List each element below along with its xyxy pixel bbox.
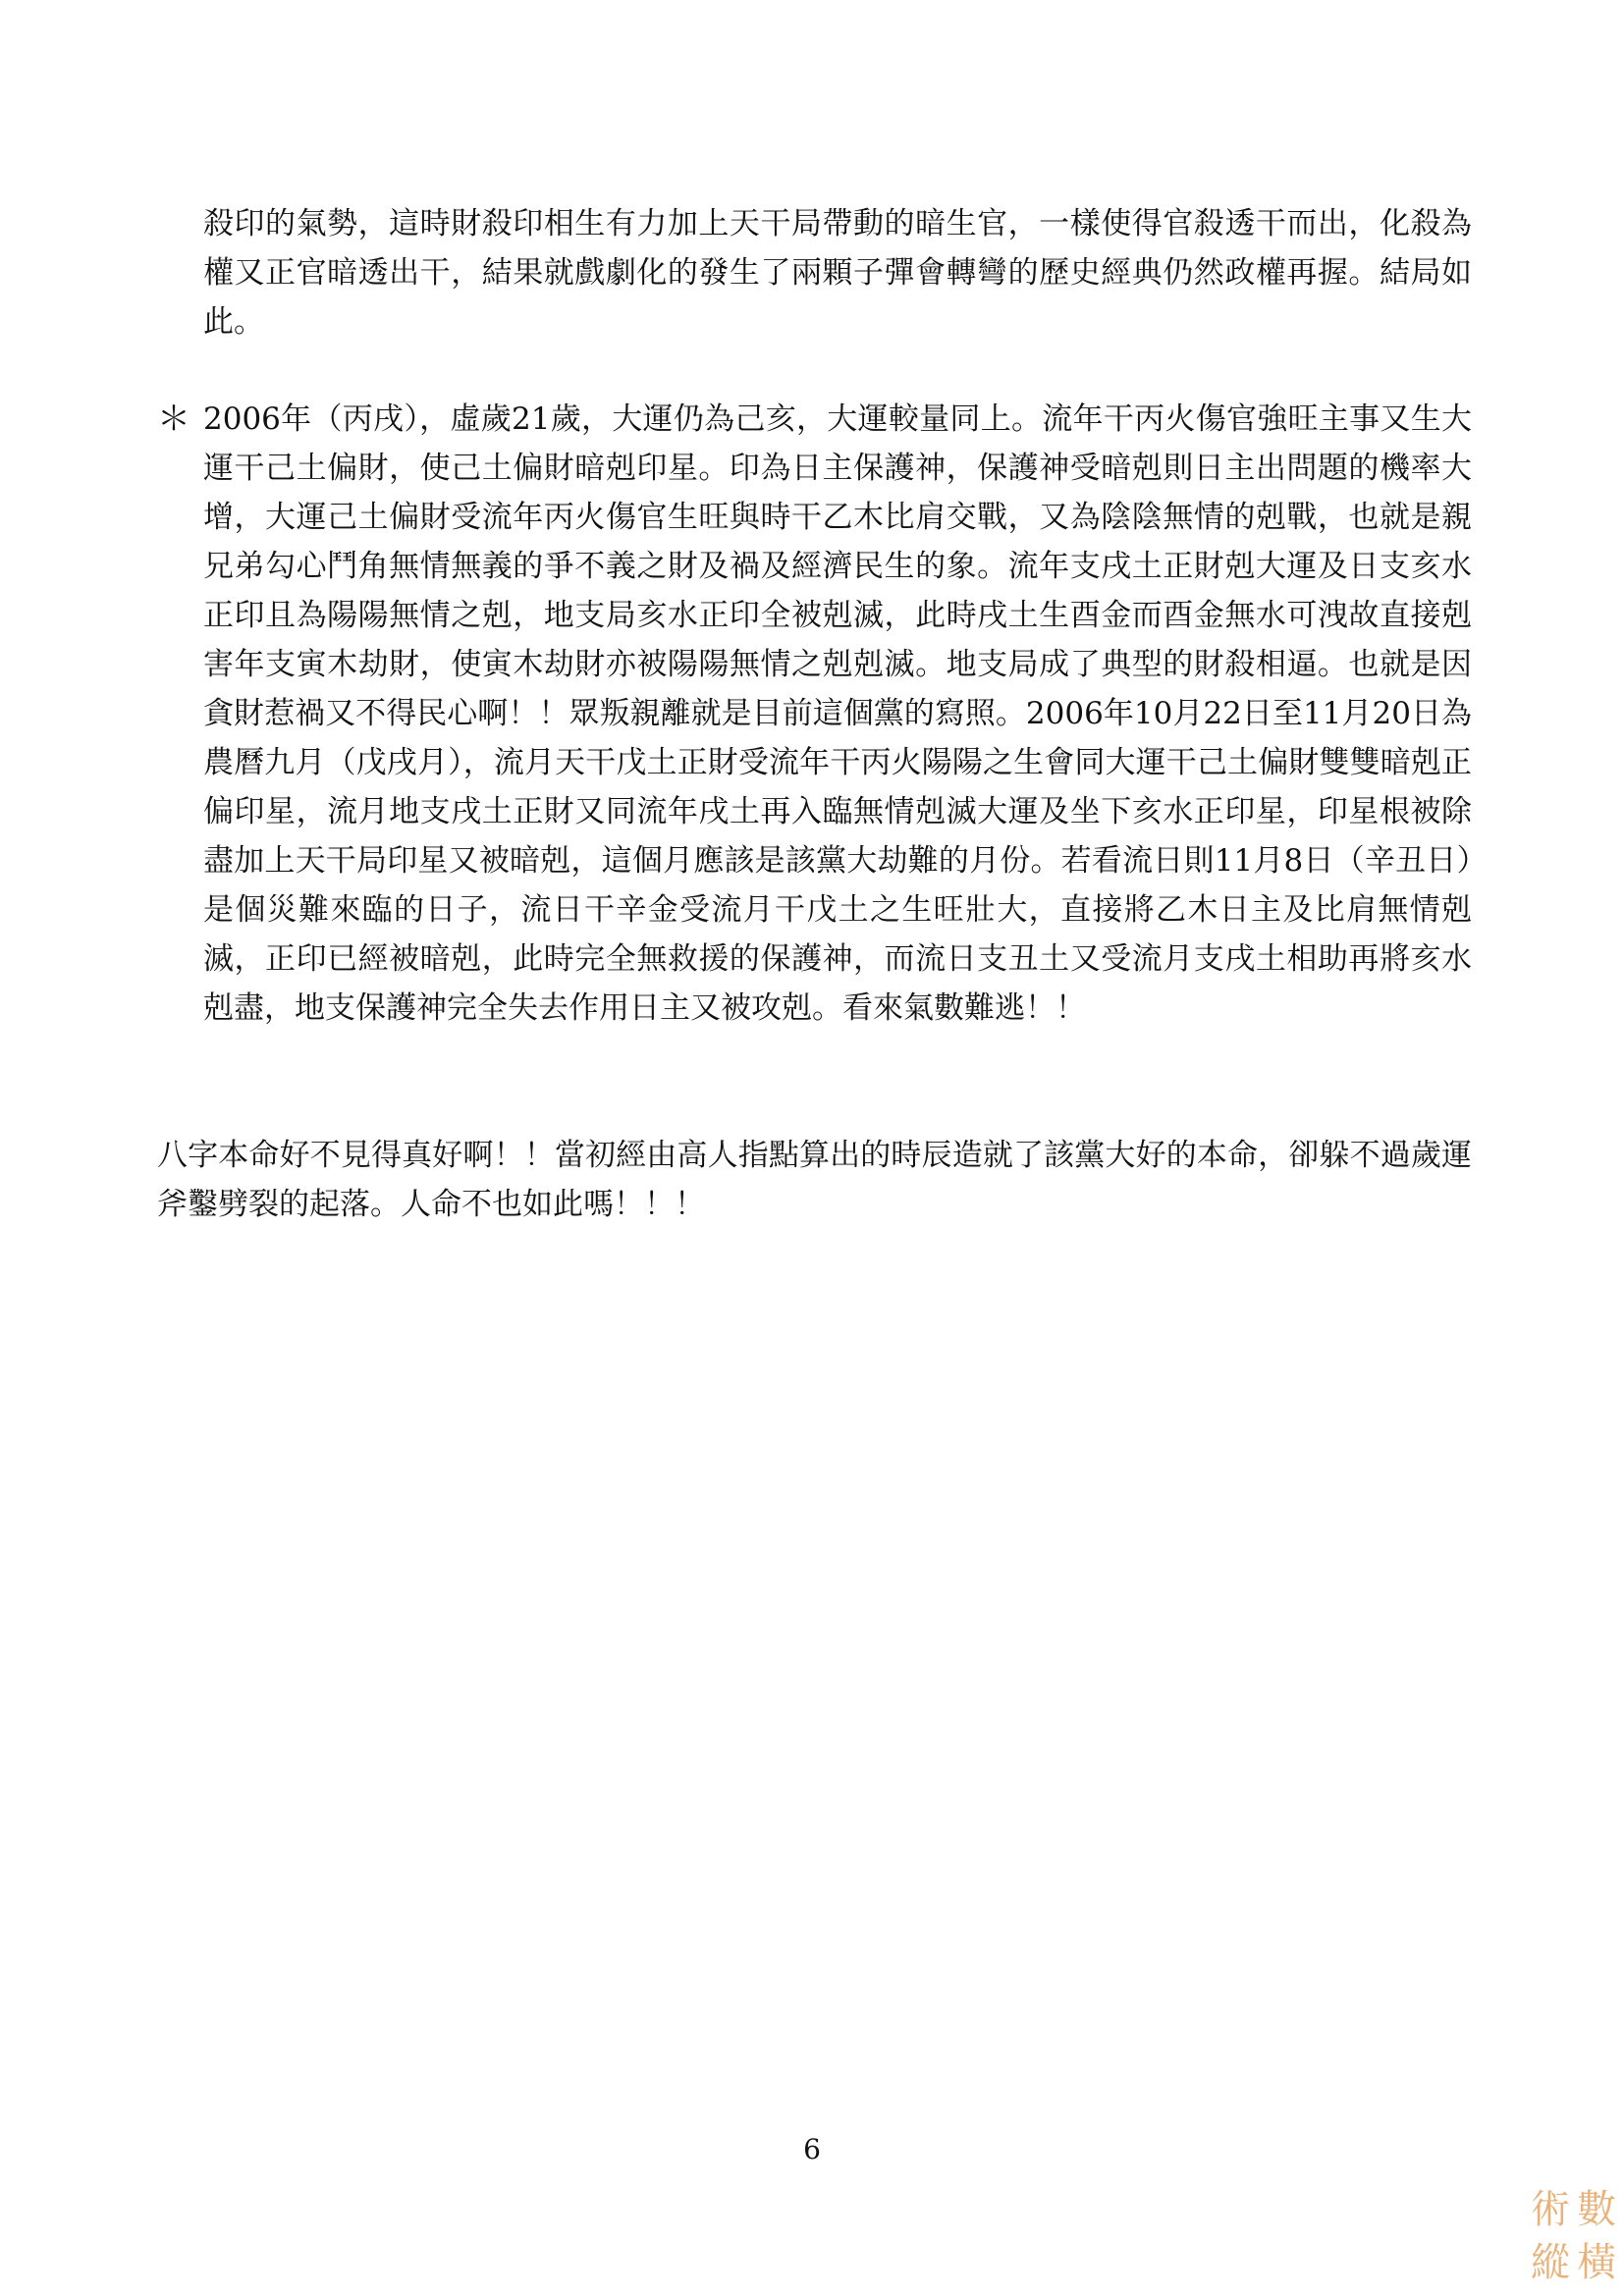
watermark-seal-icon: [1528, 2179, 1620, 2287]
page-number: 6: [803, 2133, 821, 2165]
svg-text:橫: 橫: [1577, 2240, 1616, 2285]
svg-text:縱: 縱: [1531, 2240, 1570, 2285]
paragraph-continuation: 殺印的氣勢，這時財殺印相生有力加上天干局帶動的暗生官，一樣使得官殺透干而出，化殺為權又正官暗透出干，結果就戲劇化的發生了兩顆子彈會轉彎的歷史經典仍然政權再握。結局如此。: [203, 206, 1472, 340]
paragraph-conclusion: 八字本命好不見得真好啊！！當初經由高人指點算出的時辰造就了該黨大好的本命，卻躲不過歲運斧鑿劈裂的起落。人命不也如此嗎！！！: [157, 1138, 1472, 1222]
svg-text:術: 術: [1531, 2187, 1570, 2232]
svg-text:數: 數: [1577, 2187, 1616, 2232]
bullet-asterisk-icon: ＊: [157, 400, 190, 439]
paragraph-2006-analysis: 2006年（丙戌），虛歲21歲，大運仍為己亥，大運較量同上。流年干丙火傷官強旺主事又生大運干己土偏財，使己土偏財暗剋印星。印為日主保護神，保護神受暗剋則日主出問題的機率大增，大運己土偏財受流年丙火傷官生旺與時干乙木比肩交戰，又為陰陰無情的剋戰，也就是親兄弟勾心鬥角無情無義的爭不義之財及禍及經濟民生的象。流年支戌土正財剋大運及日支亥水正印且為陽陽無情之剋，地支局亥水正印全被剋滅，此時戌土生酉金而酉金無水可洩故直接剋害年支寅木劫財，使寅木劫財亦被陽陽無情之剋剋滅。地支局成了典型的財殺相逼。也就是因貪財惹禍又不得民心啊！！眾叛親離就是目前這個黨的寫照。2006年10月22日至11月20日為農曆九月（戊戌月），流月天干戊土正財受流年干丙火陽陽之生會同大運干己土偏財雙雙暗剋正偏印星，流月地支戌土正財又同流年戌土再入臨無情剋滅大運及坐下亥水正印星，印星根被除盡加上天干局印星又被暗剋，這個月應該是該黨大劫難的月份。若看流日則11月8日（辛丑日）是個災難來臨的日子，流日干辛金受流月干戊土之生旺壯大，直接將乙木日主及比肩無情剋滅，正印已經被暗剋，此時完全無救援的保護神，而流日支丑土又受流月支戌土相助再將亥水剋盡，地支保護神完全失去作用日主又被攻剋。看來氣數難逃！！: [203, 401, 1472, 1026]
